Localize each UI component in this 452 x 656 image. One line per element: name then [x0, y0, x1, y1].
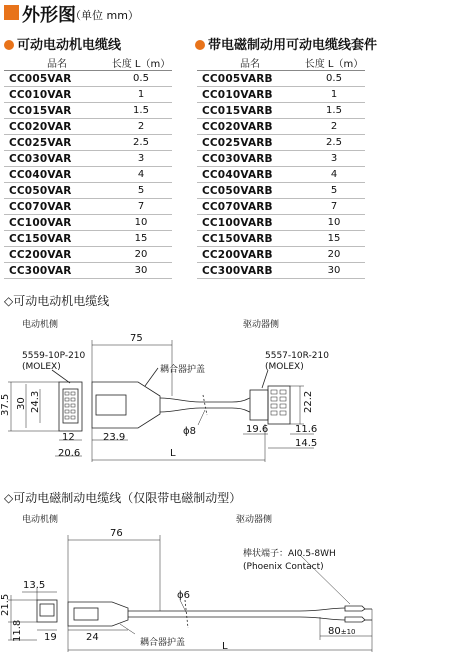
dim-11-8: 11.8 [12, 619, 23, 642]
connector-right-label: 5557-10R-210 [265, 351, 329, 361]
length-cell: 1 [303, 87, 365, 103]
leader-left-connector [52, 370, 70, 383]
cable-top [160, 398, 250, 402]
length-cell: 20 [303, 247, 365, 263]
model-cell: CC015VARB [197, 103, 303, 119]
model-cell: CC050VARB [197, 183, 303, 199]
length-cell: 0.5 [303, 71, 365, 87]
length-cell: 30 [303, 263, 365, 279]
col-length-header: 长度 L（m） [303, 55, 365, 71]
dim-37-5: 37.5 [0, 393, 11, 416]
col-model-header: 品名 [4, 55, 110, 71]
left-table-title: 可动电动机电缆线 [4, 34, 121, 53]
coupler-cover-label: 耦合器护盖 [140, 638, 186, 648]
dim-phi8: ϕ8 [183, 426, 196, 437]
model-cell: CC300VARB [197, 263, 303, 279]
dim-21-5: 21.5 [0, 593, 11, 616]
col-length-header: 长度 L（m） [110, 55, 172, 71]
molex-right-label: (MOLEX) [265, 362, 304, 372]
dim-23-9: 23.9 [103, 432, 126, 443]
brake-cable-top [128, 608, 345, 611]
model-cell: CC100VARB [197, 215, 303, 231]
model-cell: CC030VARB [197, 151, 303, 167]
model-cell: CC050VAR [4, 183, 110, 199]
dim-20-6: 20.6 [58, 448, 81, 459]
length-cell: 2.5 [110, 135, 172, 151]
brake-cable-bottom [128, 617, 345, 620]
right-connector-shell [250, 390, 268, 420]
model-cell: CC040VARB [197, 167, 303, 183]
driver-side-label: 驱动器侧 [236, 515, 273, 525]
length-cell: 0.5 [110, 71, 172, 87]
coupler-inner [96, 395, 126, 415]
ferrule-bottom [345, 617, 365, 622]
model-cell: CC020VAR [4, 119, 110, 135]
motor-side-label: 电动机侧 [22, 515, 59, 525]
cable-break-mark [203, 395, 207, 415]
terminal-label: 棒状端子：AI0.5-8WH [243, 549, 336, 559]
model-cell: CC005VAR [4, 71, 110, 87]
model-cell: CC025VARB [197, 135, 303, 151]
driver-side-label: 驱动器侧 [243, 320, 280, 330]
molex-left-label: (MOLEX) [22, 362, 61, 372]
length-cell: 30 [110, 263, 172, 279]
length-cell: 1 [110, 87, 172, 103]
dimension-lines-2 [8, 535, 372, 652]
leader-coupler [145, 368, 158, 386]
model-cell: CC005VARB [197, 71, 303, 87]
length-cell: 10 [110, 215, 172, 231]
ferrule-top [345, 606, 365, 611]
drawing1-title: ◇可动电动机电缆线 [4, 294, 110, 308]
dim-13-5: 13.5 [23, 580, 46, 591]
dim-24-3: 24.3 [30, 390, 41, 413]
dim-80: 80±10 [328, 626, 356, 637]
length-cell: 7 [110, 199, 172, 215]
model-cell: CC100VAR [4, 215, 110, 231]
right-connector-pins [271, 390, 286, 415]
dim-11-6: 11.6 [295, 424, 318, 435]
model-cell: CC025VAR [4, 135, 110, 151]
model-cell: CC010VARB [197, 87, 303, 103]
brake-coupler-inner [74, 608, 98, 620]
motor-side-label: 电动机侧 [22, 320, 59, 330]
right-table-title: 带电磁制动用可动电缆线套件 [195, 34, 377, 53]
dim-22-2: 22.2 [303, 390, 314, 413]
length-cell: 4 [110, 167, 172, 183]
dim-12: 12 [62, 432, 75, 443]
length-cell: 5 [303, 183, 365, 199]
length-cell: 2 [110, 119, 172, 135]
length-cell: 2 [303, 119, 365, 135]
leader-right-connector [262, 370, 268, 388]
brake-cable-break [185, 600, 188, 628]
model-cell: CC070VARB [197, 199, 303, 215]
coupler-cover-label: 耦合器护盖 [160, 365, 206, 375]
model-cell: CC200VARB [197, 247, 303, 263]
length-cell: 1.5 [110, 103, 172, 119]
model-cell: CC030VAR [4, 151, 110, 167]
length-cell: 7 [303, 199, 365, 215]
length-cell: 5 [110, 183, 172, 199]
page-title: 外形图 [22, 5, 76, 26]
right-connector-body [268, 386, 290, 424]
length-cell: 2.5 [303, 135, 365, 151]
dim-14-5: 14.5 [295, 438, 318, 449]
model-cell: CC150VARB [197, 231, 303, 247]
unit-label: （单位 mm） [70, 9, 139, 22]
dim-19: 19 [44, 632, 57, 643]
model-cell: CC020VARB [197, 119, 303, 135]
length-cell: 1.5 [303, 103, 365, 119]
model-cell: CC015VAR [4, 103, 110, 119]
model-cell: CC010VAR [4, 87, 110, 103]
model-cell: CC200VAR [4, 247, 110, 263]
dim-24: 24 [86, 632, 99, 643]
model-cell: CC150VAR [4, 231, 110, 247]
length-cell: 15 [110, 231, 172, 247]
dim-30: 30 [16, 397, 27, 410]
model-cell: CC300VAR [4, 263, 110, 279]
length-cell: 15 [303, 231, 365, 247]
dim-75: 75 [130, 333, 143, 344]
model-cell: CC070VAR [4, 199, 110, 215]
dim-19-6: 19.6 [246, 424, 269, 435]
length-cell: 4 [303, 167, 365, 183]
dim-phi6: ϕ6 [177, 590, 190, 601]
model-cell: CC040VAR [4, 167, 110, 183]
length-cell: 20 [110, 247, 172, 263]
drawing2-title: ◇可动电磁制动电缆线（仅限带电磁制动型） [4, 491, 242, 505]
phoenix-label: (Phoenix Contact) [243, 562, 324, 572]
left-connector-pins [65, 392, 75, 419]
length-cell: 3 [110, 151, 172, 167]
length-cell: 3 [303, 151, 365, 167]
brake-left-connector-face [40, 604, 54, 616]
dim-76: 76 [110, 528, 123, 539]
length-cell: 10 [303, 215, 365, 231]
col-model-header: 品名 [197, 55, 303, 71]
dim-L: L [222, 641, 228, 652]
dim-L: L [170, 448, 176, 459]
connector-left-label: 5559-10P-210 [22, 351, 86, 361]
